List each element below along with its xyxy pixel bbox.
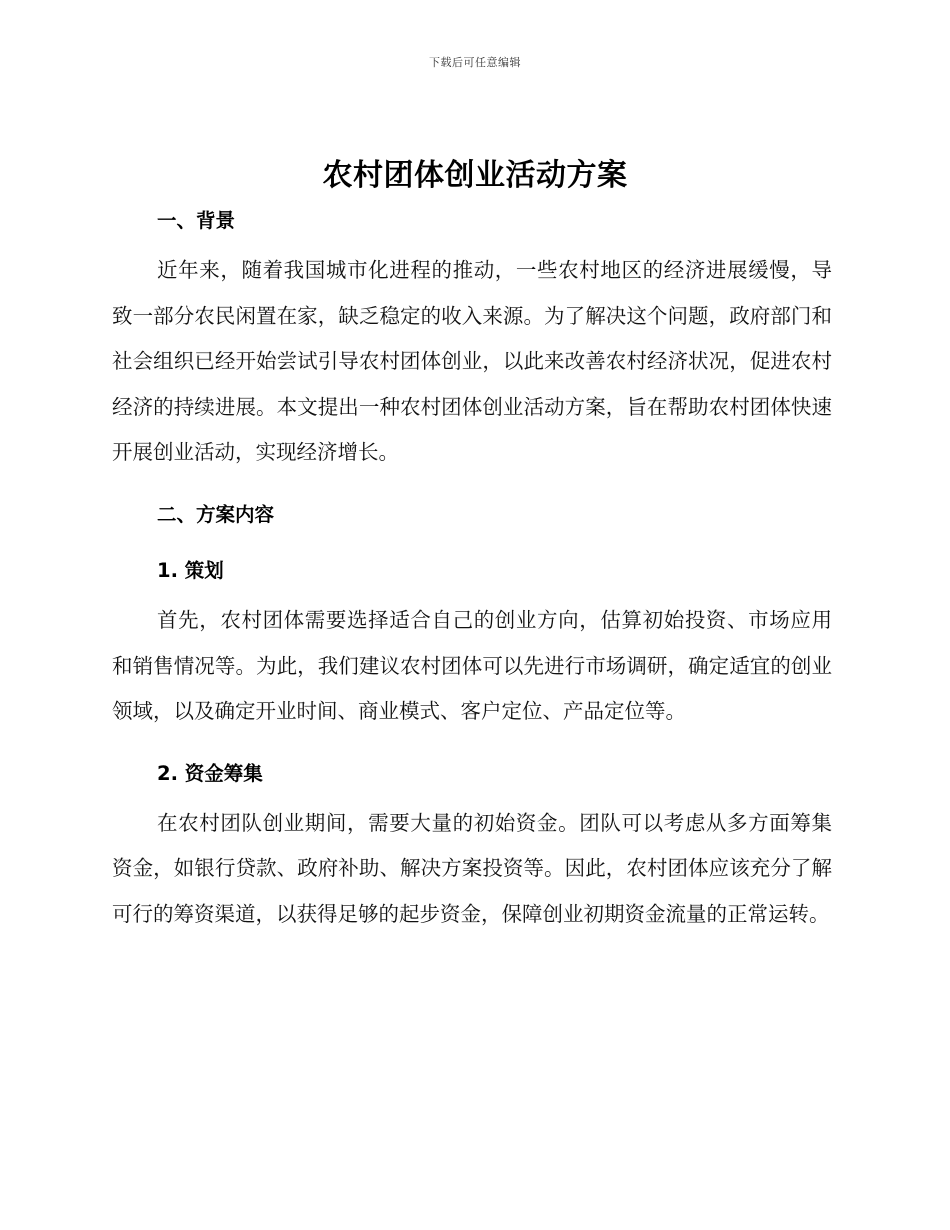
paragraph-funding: 在农村团队创业期间，需要大量的初始资金。团队可以考虑从多方面筹集资金，如银行贷款、政府补助、解决方案投资等。因此，农村团体应该充分了解可行的筹资渠道，以获得足够的起步资金，保障创业初期资金流量的正常运转。: [112, 810, 832, 926]
section-heading-plan: 二、方案内容: [157, 502, 275, 526]
paragraph-planning: 首先，农村团体需要选择适合自己的创业方向，估算初始投资、市场应用和销售情况等。为此，我们建议农村团体可以先进行市场调研，确定适宜的创业领域，以及确定开业时间、商业模式、客户定位、产品定位等。: [112, 607, 832, 724]
header-note: 下载后可任意编辑: [429, 56, 521, 69]
subsection-heading-funding: 2. 资金筹集: [157, 761, 263, 785]
document-body: [112, 204, 832, 938]
paragraph-background: 近年来，随着我国城市化进程的推动，一些农村地区的经济进展缓慢，导致一部分农民闲置在家，缺乏稳定的收入来源。为了解决这个问题，政府部门和社会组织已经开始尝试引导农村团体创业，以此来改善农村经济状况，促进农村经济的持续进展。本文提出一种农村团体创业活动方案，旨在帮助农村团体快速开展创业活动，实现经济增长。: [112, 258, 832, 465]
subsection-heading-planning: 1. 策划: [157, 558, 224, 582]
section-heading-background: 一、背景: [157, 209, 236, 232]
document-title: 农村团体创业活动方案: [322, 158, 628, 193]
